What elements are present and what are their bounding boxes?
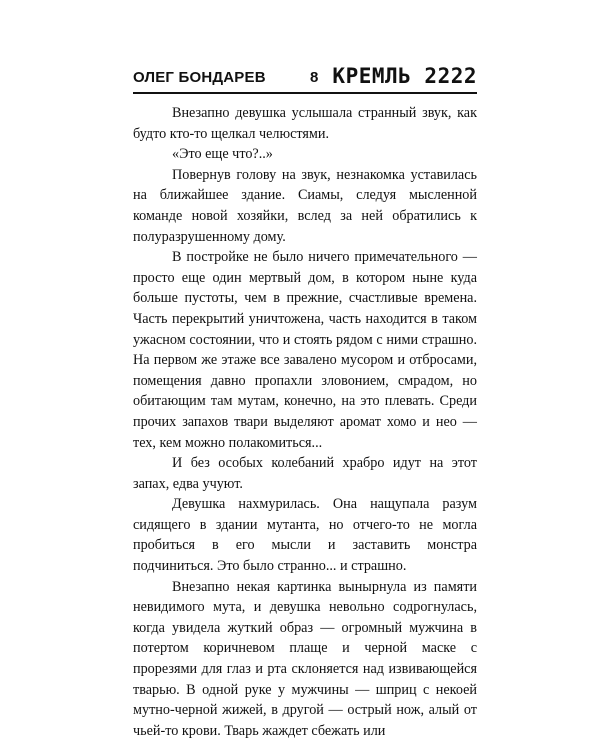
paragraph: В постройке не было ничего примечательного — просто еще один мертвый дом, в котором ныне куда больше пустоты, чем в прежние, счастливые времена. Часть перекрытий уничтожена, часть находится в таком ужасном состоянии, что и стоять рядом с ними страшно. На первом же этаже все завалено мусором и отбросами, помещения давно пропахли зловонием, смрадом, но обитающим там мутам, конечно, на это плевать. Среди прочих запахов твари выделяют аромат хомо и нео — тех, кем можно полакомиться... [133, 249, 477, 451]
paragraph: И без особых колебаний храбро идут на этот запах, едва учуют. [133, 455, 477, 492]
paragraph: «Это еще что?..» [172, 146, 273, 163]
paragraph: Девушка нахмурилась. Она нащупала разум сидящего в здании мутанта, но отчего-то не могла пробиться в его мысли и заставить монстра подчиниться. Это было странно... и страшно. [133, 496, 477, 575]
running-head-book-title: КРЕМЛЬ 2222 [332, 64, 477, 88]
running-head [133, 64, 477, 94]
paragraph: Внезапно некая картинка вынырнула из памяти невидимого мута, и девушка невольно содрогнулась, когда увидела жуткий образ — огромный мужчина в потертом коричневом плаще и черной маске с прорезями для глаз и рта склоняется над извивающейся тварью. В одной руке у мужчины — шприц с некоей мутно-черной жижей, в другой — острый нож, алый от чьей-то крови. Тварь жаждет сбежать или [133, 578, 477, 739]
page-number: 8 [310, 69, 319, 86]
running-head-author: ОЛЕГ БОНДАРЕВ [133, 69, 266, 86]
body-text [133, 103, 477, 741]
header-rule [133, 92, 477, 94]
paragraph: Внезапно девушка услышала странный звук, как будто кто-то щелкал челюстями. [133, 105, 477, 142]
paragraph: Повернув голову на звук, незнакомка уставилась на ближайшее здание. Сиамы, следуя мысленной команде новой хозяйки, вслед за ней обратились к полуразрушенному дому. [133, 166, 477, 245]
